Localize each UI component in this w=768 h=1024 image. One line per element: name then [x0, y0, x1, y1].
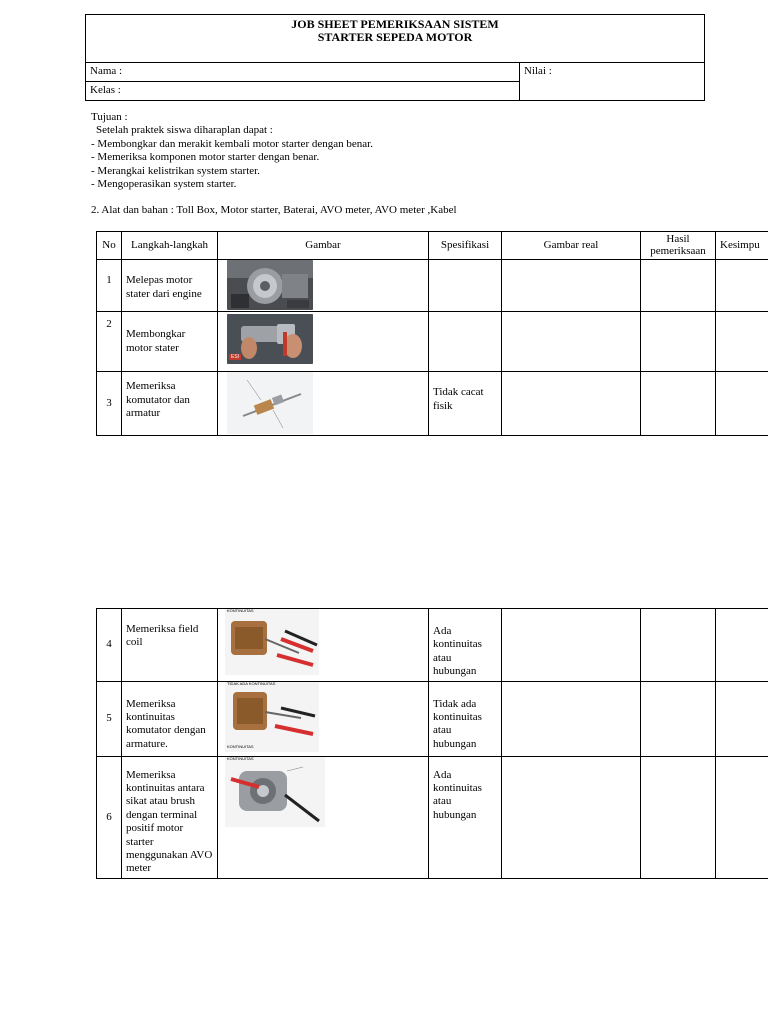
objectives-list — [91, 138, 691, 192]
image-caption: KONTINUITAS — [227, 608, 254, 613]
armature-diagram-icon — [227, 372, 313, 434]
row-number: 1 — [97, 260, 122, 312]
nilai-field[interactable]: Nilai : — [520, 63, 705, 101]
table-row — [97, 609, 768, 682]
step-text: Memeriksa kontinuitas komutator dengan armature. — [122, 681, 218, 756]
header-no: No — [97, 232, 122, 260]
step-image-cell — [218, 681, 429, 756]
brush-terminal-test-photo-icon — [225, 757, 325, 827]
conclusion-cell[interactable] — [716, 609, 768, 682]
real-image-cell[interactable] — [502, 756, 641, 878]
steps-table-part-1 — [96, 231, 768, 436]
step-text: Melepas motor stater dari engine — [122, 260, 218, 312]
step-image-cell — [218, 260, 429, 312]
spec-text — [429, 312, 502, 372]
conclusion-cell[interactable] — [716, 260, 768, 312]
result-cell[interactable] — [641, 681, 716, 756]
result-cell[interactable] — [641, 372, 716, 436]
header-gambar-real: Gambar real — [502, 232, 641, 260]
nama-field[interactable]: Nama : — [86, 63, 520, 82]
spec-text: Tidak cacat fisik — [429, 372, 502, 436]
objective-item: - Mengoperasikan system starter. — [91, 178, 691, 191]
kelas-field[interactable]: Kelas : — [86, 82, 520, 101]
row-number: 6 — [97, 756, 122, 878]
real-image-cell[interactable] — [502, 372, 641, 436]
spec-text — [429, 260, 502, 312]
commutator-armature-test-photo-icon — [225, 682, 319, 752]
tools-and-materials: 2. Alat dan bahan : Toll Box, Motor starter, Baterai, AVO meter, AVO meter ,Kabel — [91, 204, 457, 216]
conclusion-cell[interactable] — [716, 681, 768, 756]
step-image-cell — [218, 372, 429, 436]
real-image-cell[interactable] — [502, 681, 641, 756]
job-sheet-title — [86, 15, 705, 63]
table-row — [97, 372, 768, 436]
title-line-2: STARTER SEPEDA MOTOR — [317, 30, 473, 45]
table-row — [97, 681, 768, 756]
image-caption: TIDAK ADA KONTINUITAS — [227, 680, 276, 686]
real-image-cell[interactable] — [502, 609, 641, 682]
row-number: 4 — [97, 609, 122, 682]
row-number: 2 — [97, 312, 122, 372]
header-spesifikasi: Spesifikasi — [429, 232, 502, 260]
objectives-heading: Tujuan : — [91, 111, 128, 123]
header-kesimpulan: Kesimpu — [716, 232, 768, 260]
starter-motor-on-engine-photo-icon — [227, 260, 313, 310]
image-caption: ESI — [231, 354, 240, 361]
objective-item: - Merangkai kelistrikan system starter. — [91, 165, 691, 178]
image-caption-secondary: KONTINUITAS — [227, 743, 254, 749]
real-image-cell[interactable] — [502, 260, 641, 312]
result-cell[interactable] — [641, 609, 716, 682]
spec-text: Ada kontinuitas atau hubungan — [429, 756, 502, 878]
table-header-row — [97, 232, 768, 260]
table-row — [97, 756, 768, 878]
step-image-cell — [218, 609, 429, 682]
objective-item: - Membongkar dan merakit kembali motor starter dengan benar. — [91, 138, 691, 151]
result-cell[interactable] — [641, 260, 716, 312]
conclusion-cell[interactable] — [716, 756, 768, 878]
row-number: 5 — [97, 681, 122, 756]
objectives-intro: Setelah praktek siswa diharaplan dapat : — [96, 124, 273, 137]
result-cell[interactable] — [641, 756, 716, 878]
image-caption: KONTINUITAS — [227, 755, 254, 761]
header-gambar: Gambar — [218, 232, 429, 260]
steps-table-part-2 — [96, 608, 768, 879]
result-cell[interactable] — [641, 312, 716, 372]
conclusion-cell[interactable] — [716, 312, 768, 372]
spec-text: Tidak ada kontinuitas atau hubungan — [429, 681, 502, 756]
table-row — [97, 312, 768, 372]
job-sheet-header — [85, 14, 705, 101]
table-row — [97, 260, 768, 312]
step-image-cell — [218, 312, 429, 372]
objective-item: - Memeriksa komponen motor starter dengan benar. — [91, 151, 691, 164]
step-image-cell — [218, 756, 429, 878]
step-text: Memeriksa komutator dan armatur — [122, 372, 218, 436]
row-number: 3 — [97, 372, 122, 436]
step-text: Memeriksa field coil — [122, 609, 218, 682]
objectives-section — [91, 111, 691, 191]
header-hasil: Hasil pemeriksaan — [641, 232, 716, 260]
conclusion-cell[interactable] — [716, 372, 768, 436]
title-line-1: JOB SHEET PEMERIKSAAN SISTEM — [291, 17, 499, 31]
step-text: Membongkar motor stater — [122, 312, 218, 372]
real-image-cell[interactable] — [502, 312, 641, 372]
header-langkah: Langkah-langkah — [122, 232, 218, 260]
field-coil-continuity-photo-icon — [225, 609, 319, 675]
spec-text: Ada kontinuitas atau hubungan — [429, 609, 502, 682]
step-text: Memeriksa kontinuitas antara sikat atau brush dengan terminal positif motor starter menggunakan AVO meter — [122, 756, 218, 878]
